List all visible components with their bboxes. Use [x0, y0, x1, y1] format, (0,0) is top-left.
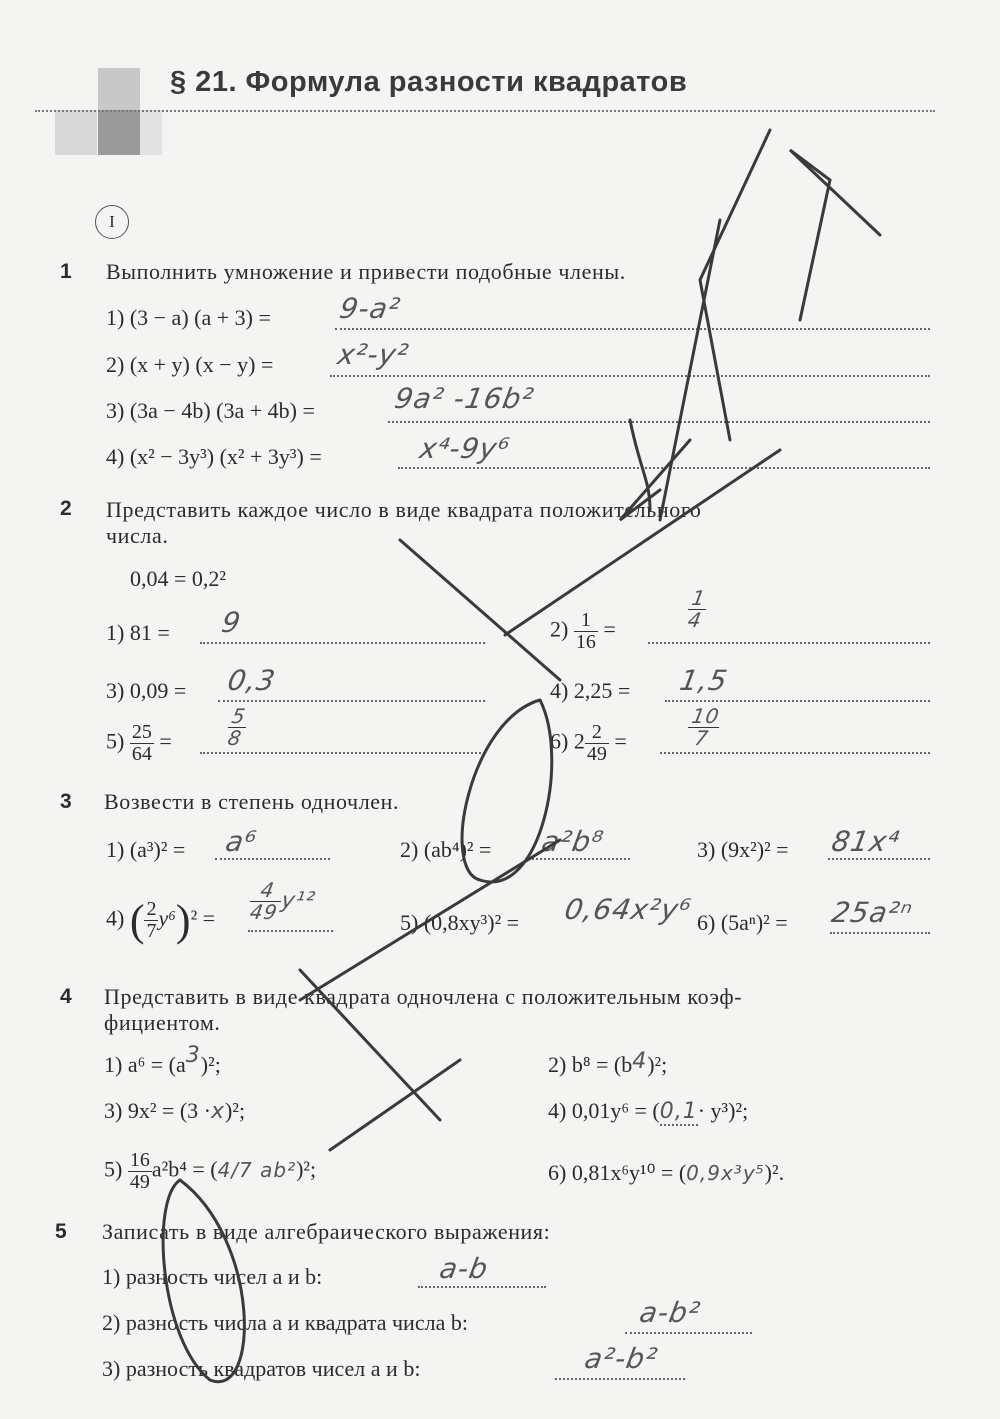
item-label: 3): [104, 1098, 123, 1123]
task-item: 2) b⁸ = (b4)²;: [548, 1049, 668, 1077]
item-expression: 9x² = (3 ·: [127, 1098, 211, 1123]
task-item: [550, 678, 630, 704]
answer-line[interactable]: [828, 858, 930, 860]
handwritten-answer: $\frac{10}{7}$: [689, 704, 722, 750]
item-label: 1): [106, 620, 125, 645]
item-label: 2): [106, 352, 125, 377]
answer-line[interactable]: [625, 1332, 752, 1334]
task-prompt: числа.: [106, 523, 169, 548]
answer-line[interactable]: [215, 858, 330, 860]
item-label: 2): [400, 837, 419, 862]
task-prompt: Записать в виде алгебраического выражения:: [102, 1219, 551, 1244]
answer-line[interactable]: [830, 932, 930, 934]
task-number: 3: [60, 790, 72, 813]
task-number: 4: [60, 985, 72, 1008]
item-expression: (x + y) (x − y) =: [129, 352, 274, 377]
task-item: [106, 678, 186, 704]
handwritten-answer: 0,3: [225, 664, 279, 697]
item-label: 3): [106, 398, 125, 423]
fraction: $\frac{2}{49}$: [586, 721, 607, 765]
answer-line[interactable]: [660, 752, 930, 754]
handwritten-answer: a-b: [437, 1252, 491, 1285]
item-expression: (x² − 3y³) (x² + 3y³) =: [129, 444, 322, 469]
item-expression: 0,09 =: [129, 678, 187, 703]
handwritten-answer: 81x⁴: [829, 825, 903, 858]
handwritten-answer: x⁴-9y⁶: [417, 432, 513, 465]
handwritten-answer: 0,64x²y⁶: [562, 893, 694, 926]
item-expression: 81 =: [129, 620, 170, 645]
answer-line[interactable]: [218, 700, 485, 702]
task-item: 4) 0,01y⁶ = (0,1· y³)²;: [548, 1098, 749, 1124]
task-item: [106, 837, 185, 863]
item-expression: (3 − a) (a + 3) =: [129, 305, 271, 330]
task-item: 3) 9x² = (3 ·x)²;: [104, 1098, 246, 1124]
task-item: [102, 1310, 468, 1336]
task-item: [106, 352, 273, 378]
item-text: разность чисел a и b:: [125, 1264, 323, 1289]
item-expression: a²b⁴ = (: [151, 1156, 218, 1182]
item-expression: (a³)² =: [129, 837, 186, 862]
task-item: [697, 910, 788, 936]
item-label: 6): [548, 1160, 567, 1185]
item-expression: b⁸ = (b: [571, 1052, 633, 1077]
header-square-decoration: [140, 110, 162, 155]
handwritten-answer: $\frac{1}{4}$: [686, 586, 708, 632]
answer-line[interactable]: [532, 858, 630, 860]
task-item: [106, 620, 170, 646]
item-expression: (0,8xy³)² =: [423, 910, 520, 935]
handwritten-answer: 25a²ⁿ: [829, 896, 916, 929]
fraction: $\frac{16}{49}$: [129, 1149, 150, 1193]
task-item: [550, 722, 627, 765]
item-expression: =: [614, 728, 627, 754]
task-prompt: Представить каждое число в виде квадрата положительного: [106, 497, 702, 522]
example: 0,04 = 0,2²: [130, 566, 227, 591]
handwritten-answer: x²-y²: [335, 338, 412, 371]
task-item: [106, 398, 315, 424]
answer-line[interactable]: [330, 375, 930, 377]
header-square-decoration: [98, 68, 140, 110]
task-item: 4) ( $\frac{2}{7}$ y⁶)² =: [106, 896, 216, 945]
handwritten-answer: 9: [219, 606, 244, 639]
task-item: 5) $\frac{16}{49}$ a²b⁴ = (4/7 ab²)²;: [104, 1149, 317, 1193]
item-label: 6): [550, 728, 569, 754]
handwritten-answer: 0,9x³y⁵: [686, 1161, 765, 1185]
handwritten-answer: 9-a²: [337, 292, 404, 325]
task-item: [106, 444, 322, 470]
item-label: 1): [102, 1264, 121, 1289]
answer-line[interactable]: [398, 467, 930, 469]
answer-line[interactable]: [200, 642, 485, 644]
handwritten-answer: a²-b²: [582, 1342, 661, 1375]
mixed-whole: 2: [573, 728, 585, 754]
header-square-decoration: [98, 110, 140, 155]
section-title: § 21. Формула разности квадратов: [170, 66, 688, 98]
task-item: [106, 305, 271, 331]
item-label: 1): [104, 1052, 123, 1077]
item-text: разность числа a и квадрата числа b:: [125, 1310, 468, 1335]
item-expression: (3a − 4b) (3a + 4b) =: [129, 398, 315, 423]
answer-line[interactable]: [248, 930, 333, 932]
task-item: [400, 837, 491, 863]
item-label: 3): [106, 678, 125, 703]
item-expression: a⁶ = (a: [127, 1052, 186, 1077]
item-expression: (ab⁴)² =: [423, 837, 492, 862]
item-label: 5): [104, 1156, 123, 1182]
item-expression: 2,25 =: [573, 678, 631, 703]
answer-line[interactable]: [648, 642, 930, 644]
item-expression: =: [603, 616, 616, 642]
item-label: 1): [106, 305, 125, 330]
item-expression: 0,01y⁶ = (: [571, 1098, 660, 1123]
item-label: 4): [106, 444, 125, 469]
task-item: [102, 1356, 420, 1382]
handwritten-answer: a²b⁸: [539, 825, 607, 858]
item-label: 3): [697, 837, 716, 862]
header-square-decoration: [55, 110, 97, 155]
task-number: 5: [55, 1220, 67, 1243]
item-label: 2): [102, 1310, 121, 1335]
task-prompt: Выполнить умножение и привести подобные члены.: [106, 259, 626, 284]
task-item: 1) a⁶ = (a3)²;: [104, 1043, 221, 1077]
task-item: [550, 610, 616, 653]
handwritten-answer: x: [210, 1099, 226, 1124]
handwritten-answer: 3: [185, 1043, 201, 1068]
answer-line[interactable]: [555, 1378, 685, 1380]
item-expression: (5aⁿ)² =: [720, 910, 788, 935]
task-prompt: Возвести в степень одночлен.: [104, 789, 400, 814]
handwritten-answer: 9a² -16b²: [392, 382, 537, 415]
task-item: [400, 910, 519, 936]
item-label: 3): [102, 1356, 121, 1381]
handwritten-answer: a-b²: [637, 1296, 704, 1329]
item-label: 1): [106, 837, 125, 862]
handwritten-answer: $\frac{4}{49}$ y¹²: [248, 878, 318, 924]
item-label: 6): [697, 910, 716, 935]
handwritten-answer: 4: [632, 1049, 648, 1074]
task-item: 6) 0,81x⁶y¹⁰ = (0,9x³y⁵)².: [548, 1160, 785, 1185]
handwritten-answer: a⁶: [223, 825, 260, 858]
handwritten-answer: 1,5: [677, 664, 731, 697]
task-prompt: Представить в виде квадрата одночлена с положительным коэф-: [104, 984, 743, 1009]
item-expression: (9x²)² =: [720, 837, 789, 862]
answer-line[interactable]: [200, 752, 485, 754]
item-label: 2): [548, 1052, 567, 1077]
answer-line[interactable]: [335, 328, 930, 330]
task-number: 1: [60, 260, 72, 283]
task-number: 2: [60, 497, 72, 520]
handwritten-answer: $\frac{5}{8}$: [226, 704, 248, 750]
header-divider: [35, 110, 935, 112]
task-prompt: фициентом.: [104, 1010, 221, 1035]
answer-line[interactable]: [665, 700, 930, 702]
item-expression: =: [159, 728, 172, 754]
item-expression: 0,81x⁶y¹⁰ = (: [571, 1160, 687, 1185]
item-label: 5): [106, 728, 125, 754]
item-label: 2): [550, 616, 569, 642]
handwritten-answer: 4/7 ab²: [217, 1157, 297, 1182]
item-text: разность квадратов чисел a и b:: [125, 1356, 421, 1381]
fraction: $\frac{2}{7}$: [146, 898, 157, 942]
fraction: $\frac{25}{64}$: [131, 721, 152, 765]
answer-line[interactable]: [418, 1286, 546, 1288]
answer-line[interactable]: [388, 421, 930, 423]
item-label: 5): [400, 910, 419, 935]
task-item: [697, 837, 789, 863]
item-label: 4): [548, 1098, 567, 1123]
task-item: [102, 1264, 322, 1290]
level-badge: I: [95, 205, 129, 239]
item-label: 4): [106, 905, 125, 931]
fraction: $\frac{1}{16}$: [575, 609, 596, 653]
handwritten-answer: 0,1: [659, 1099, 698, 1124]
item-label: 4): [550, 678, 569, 703]
task-item: [106, 722, 172, 765]
